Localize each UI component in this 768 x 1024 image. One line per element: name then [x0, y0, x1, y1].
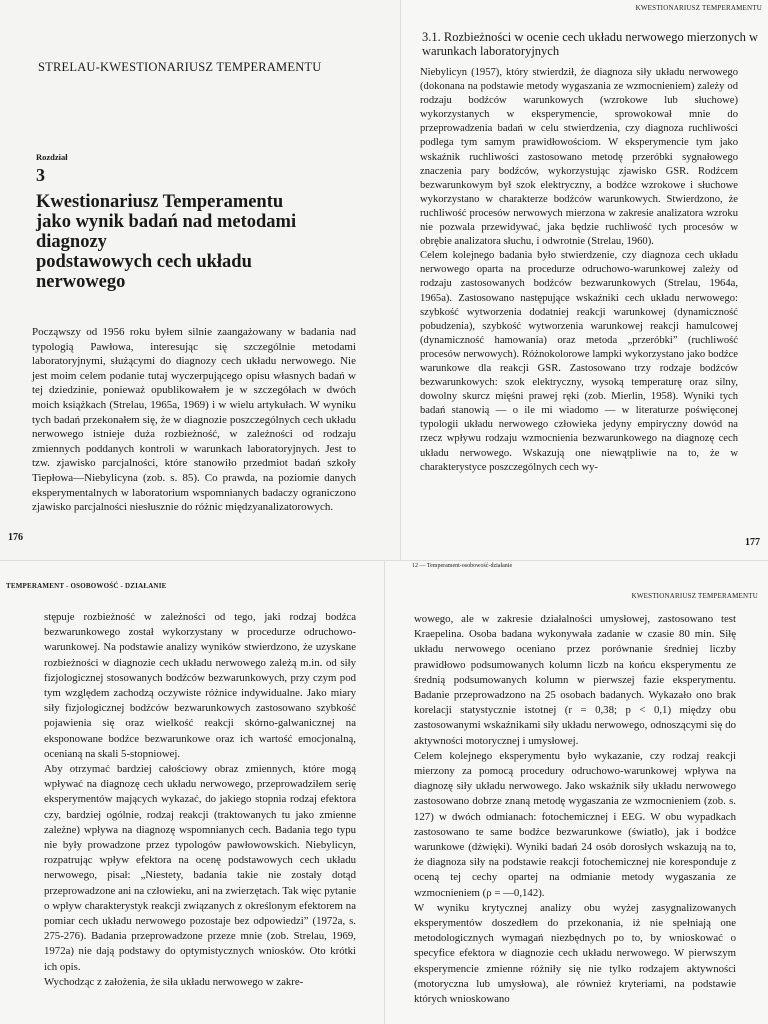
paragraph: stępuje rozbieżność w zależności od tego, jaki rodzaj bodźca bezwarunkowego został wykorzystany w procedurze odruchowo-warunkowej. Na podstawie analizy wyników stwierdzono, że uzyskane rozbieżności w diagnozie cech układu nerwowego zależą m.in. od siły fizjologicznej stosowanych bodźców bezwarunkowych, przy czym pod tym względem zachodzą oczywiste różnice indywidualne. Jako miary siły fizjologicznej bodźców bezwarunkowych zastosowano szybkość pojawienia się oraz wielkość reakcji skórno-galwanicznej na eksponowane bodźce bezwarunkowe oraz ich wartość emocjonalną, ocenianą na skali 5-stopniowej.: [44, 611, 356, 760]
running-head: KWESTIONARIUSZ TEMPERAMENTU: [631, 592, 758, 600]
paragraph: Począwszy od 1956 roku byłem silnie zaangażowany w badania nad typologią Pawłowa, interesując się szczególnie metodami laboratoryjnymi, służącymi do diagnozy cech układu nerwowego. Nie jest moim celem podanie tutaj wyczerpującego opisu własnych badań w tej dziedzinie, ponieważ opublikowałem je w szczegółach w dwóch moich książkach (Strelau, 1965a, 1969) i w wielu artykułach. W wyniku tych badań przekonałem się, że w diagnozie poszczególnych cech układu nerwowego istnieje duża rozbieżność, w zależności od rodzaju zmiennych poddanych kontroli w warunkach laboratoryjnych. Jest to tzw. zjawisko parcjalności, które stanowiło przedmiot badań szkoły Tiepłowa—Niebylicyna (zob. s. 85). Co prawda, na poziomie danych eksperymentalnych w laboratorium wspomnianych badaczy ograniczono zjawisko parcjalności niesłusznie do różnic międzyanalizatorowych.: [32, 326, 356, 514]
page-176: [0, 0, 400, 560]
chapter-label: Rozdział: [36, 152, 68, 162]
chapter-title-line: Kwestionariusz Temperamentu: [36, 192, 284, 212]
chapter-title-line: nerwowego: [36, 272, 126, 292]
running-head: TEMPERAMENT - OSOBOWOŚĆ - DZIAŁANIE: [6, 582, 167, 590]
body-text: [32, 325, 356, 515]
paragraph: wowego, ale w zakresie działalności umysłowej, zastosowano test Kraepelina. Osoba badana wykonywała zadanie w czasie 80 min. Siłę układu nerwowego oceniano przez porównanie średniej liczby prawidłowo podsumowanych kolumn liczb na końcu eksperymentu ze średnią podsumowanych kolumn w pierwszej fazie eksperymentu. Badanie przeprowadzono na 25 osobach badanych. Wykazało ono brak korelacji statystycznie istotnej (r = 0,38; p < 0,1) między obu zastosowanymi wskaźnikami siły układu nerwowego, odnoszącymi się do aktywności motorycznej i umysłowej.: [414, 613, 736, 747]
chapter-title-line: diagnozy: [36, 232, 107, 252]
paragraph: Celem kolejnego badania było stwierdzenie, czy diagnoza cech układu nerwowego oparta na procedurze odruchowo-warunkowej zależy od rodzaju zastosowanych bodźców bezwarunkowych (Strelau, 1964a, 1965a). Zastosowano następujące wskaźniki cech układu nerwowego: szybkość wytworzenia dodatniej reakcji warunkowej (dynamiczność pobudzenia), szybkość wytworzenia warunkowej reakcji hamulcowej (dynamiczność hamowania) oraz metoda „przeróbki” (ruchliwość procesów nerwowych). Różnokolorowe lampki wykorzystano jako bodźce warunkowe dla reakcji GSR. Zastosowano trzy rodzaje bodźców bezwarunkowych: szok elektryczny, wysoką temperaturę oraz silny, dowolny skurcz mięśni prawej ręki (zob. Mierlin, 1958). Wyniki tych badań stanowią — o ile mi wiadomo — w literaturze poświęconej typologii układu nerwowego człowieka jedyny empiryczny dowód na rzecz wpływu rodzaju wzmocnienia bezwarunkowego na diagnozę cech układu nerwowego. Wskazują one niewątpliwie na to, że w charakterystyce poszczególnych cech wy-: [420, 250, 738, 473]
chapter-number: 3: [36, 165, 45, 185]
book-title: STRELAU-KWESTIONARIUSZ TEMPERAMENTU: [38, 60, 322, 74]
chapter-title-line: jako wynik badań nad metodami: [36, 212, 297, 232]
page-179: [384, 560, 768, 1024]
paragraph: W wyniku krytycznej analizy obu wyżej zasygnalizowanych eksperymentów doszedłem do przekonania, iż nie spełniają one metodologicznych wymagań niezbędnych po to, by wnioskować o specyfice efektora w diagnozie cech układu nerwowego. W pierwszym eksperymencie zmienne różniły się nie tylko rodzajem aktywności (motoryczna lub umysłowa), ale również kryteriami, na podstawie których wnioskowano: [414, 901, 736, 1006]
body-text: [414, 612, 736, 1007]
page-footer: 12 — Temperament-osobowość-działanie: [412, 563, 513, 569]
page-number: 176: [8, 532, 23, 543]
section-title: 3.1. Rozbieżności w ocenie cech układu nerwowego mierzonych w warunkach laboratoryjnych: [422, 30, 758, 58]
body-text: [44, 610, 356, 990]
page-number: 177: [745, 537, 760, 548]
chapter-title-line: podstawowych cech układu: [36, 252, 252, 272]
paragraph: Celem kolejnego eksperymentu było wykazanie, czy rodzaj reakcji mierzony za pomocą procedury odruchowo-warunkowej wpływa na diagnozę siły układu nerwowego. Jako wskaźnik siły układu nerwowego zastosowano dobrze znaną metodę wygaszania ze wzmocnieniem (zob. s. 127) w dwóch odmianach: fotochemicznej i EEG. W obu wypadkach zastosowano te same bodźce bezwarunkowe (światło), jak i bodźce warunkowe (dźwięki). Wyniki badań 24 osób dorosłych wskazują na to, że diagnoza siły na podstawie reakcji fotochemicznej nie koresponduje z oceną tej cechy opartej na odmianie metody wygaszania ze wzmocnieniem (ρ = —0,142).: [414, 749, 736, 899]
page-divider: [400, 0, 401, 560]
paragraph: Wychodząc z założenia, że siła układu nerwowego w zakre-: [44, 975, 304, 988]
page-178: [0, 560, 384, 1024]
body-text: [420, 66, 738, 475]
page-divider: [384, 560, 385, 1024]
chapter-title: [36, 192, 366, 292]
paragraph: Aby otrzymać bardziej całościowy obraz zmiennych, które mogą wpływać na diagnozę cech układu nerwowego, przeprowadziłem serię eksperymentów mających wykazać, do jakiego stopnia rodzaj efektora czy, bardziej ogólnie, rodzaj reakcji (traktowanych tu jako zmienne zależne) wpływa na diagnozę wspomnianych cech. Badania tego typu nie były prowadzone przez typologów pawłowowskich. Niebylicyn, rozpatrując wpływ efektora na ocenę podstawowych cech układu nerwowego, pisał: „Niestety, badania takie nie zostały dotąd przeprowadzone ani na człowieku, ani na zwierzętach. Tak więc pytanie o wpływ charakterystyk reakcji związanych z określonym efektorem na pomiar cech układu nerwowego pozostaje bez odpowiedzi” (1972a, s. 275-276). Badania przeprowadzone przeze mnie (zob. Strelau, 1969, 1972a) nie dają podstawy do optymistycznych wniosków. Oto krótki ich opis.: [44, 763, 356, 973]
page-177: [400, 0, 768, 560]
running-head: KWESTIONARIUSZ TEMPERAMENTU: [635, 4, 762, 12]
paragraph: Niebylicyn (1957), który stwierdził, że diagnoza siły układu nerwowego (dokonana na podstawie metody wygaszania ze wzmocnieniem) zależy od rodzaju bodźców warunkowych (wzrokowe lub słuchowe) wykorzystanych w eksperymencie, sprowokował mnie do przeprowadzenia badań w celu stwierdzenia, czy diagnoza ruchliwości podlega tym samym prawidłowościom. W eksperymencie tym jako wskaźnik ruchliwości zastosowano metodę przeróbki sygnałowego znaczenia pary bodźców, wykorzystując zjawisko GSR. Rodźcem bezwarunkowym był szok elektryczny, a bodźce wzrokowe i słuchowe wykorzystano w charakterze bodźców warunkowych. Stwierdzono, że ruchliwość procesów nerwowych mierzona w zakresie analizatora wzroku nie pozwala przewidywać, jaka będzie ruchliwość tych procesów w obrębie analizatora słuchu, i odwrotnie (Strelau, 1960).: [420, 67, 738, 248]
